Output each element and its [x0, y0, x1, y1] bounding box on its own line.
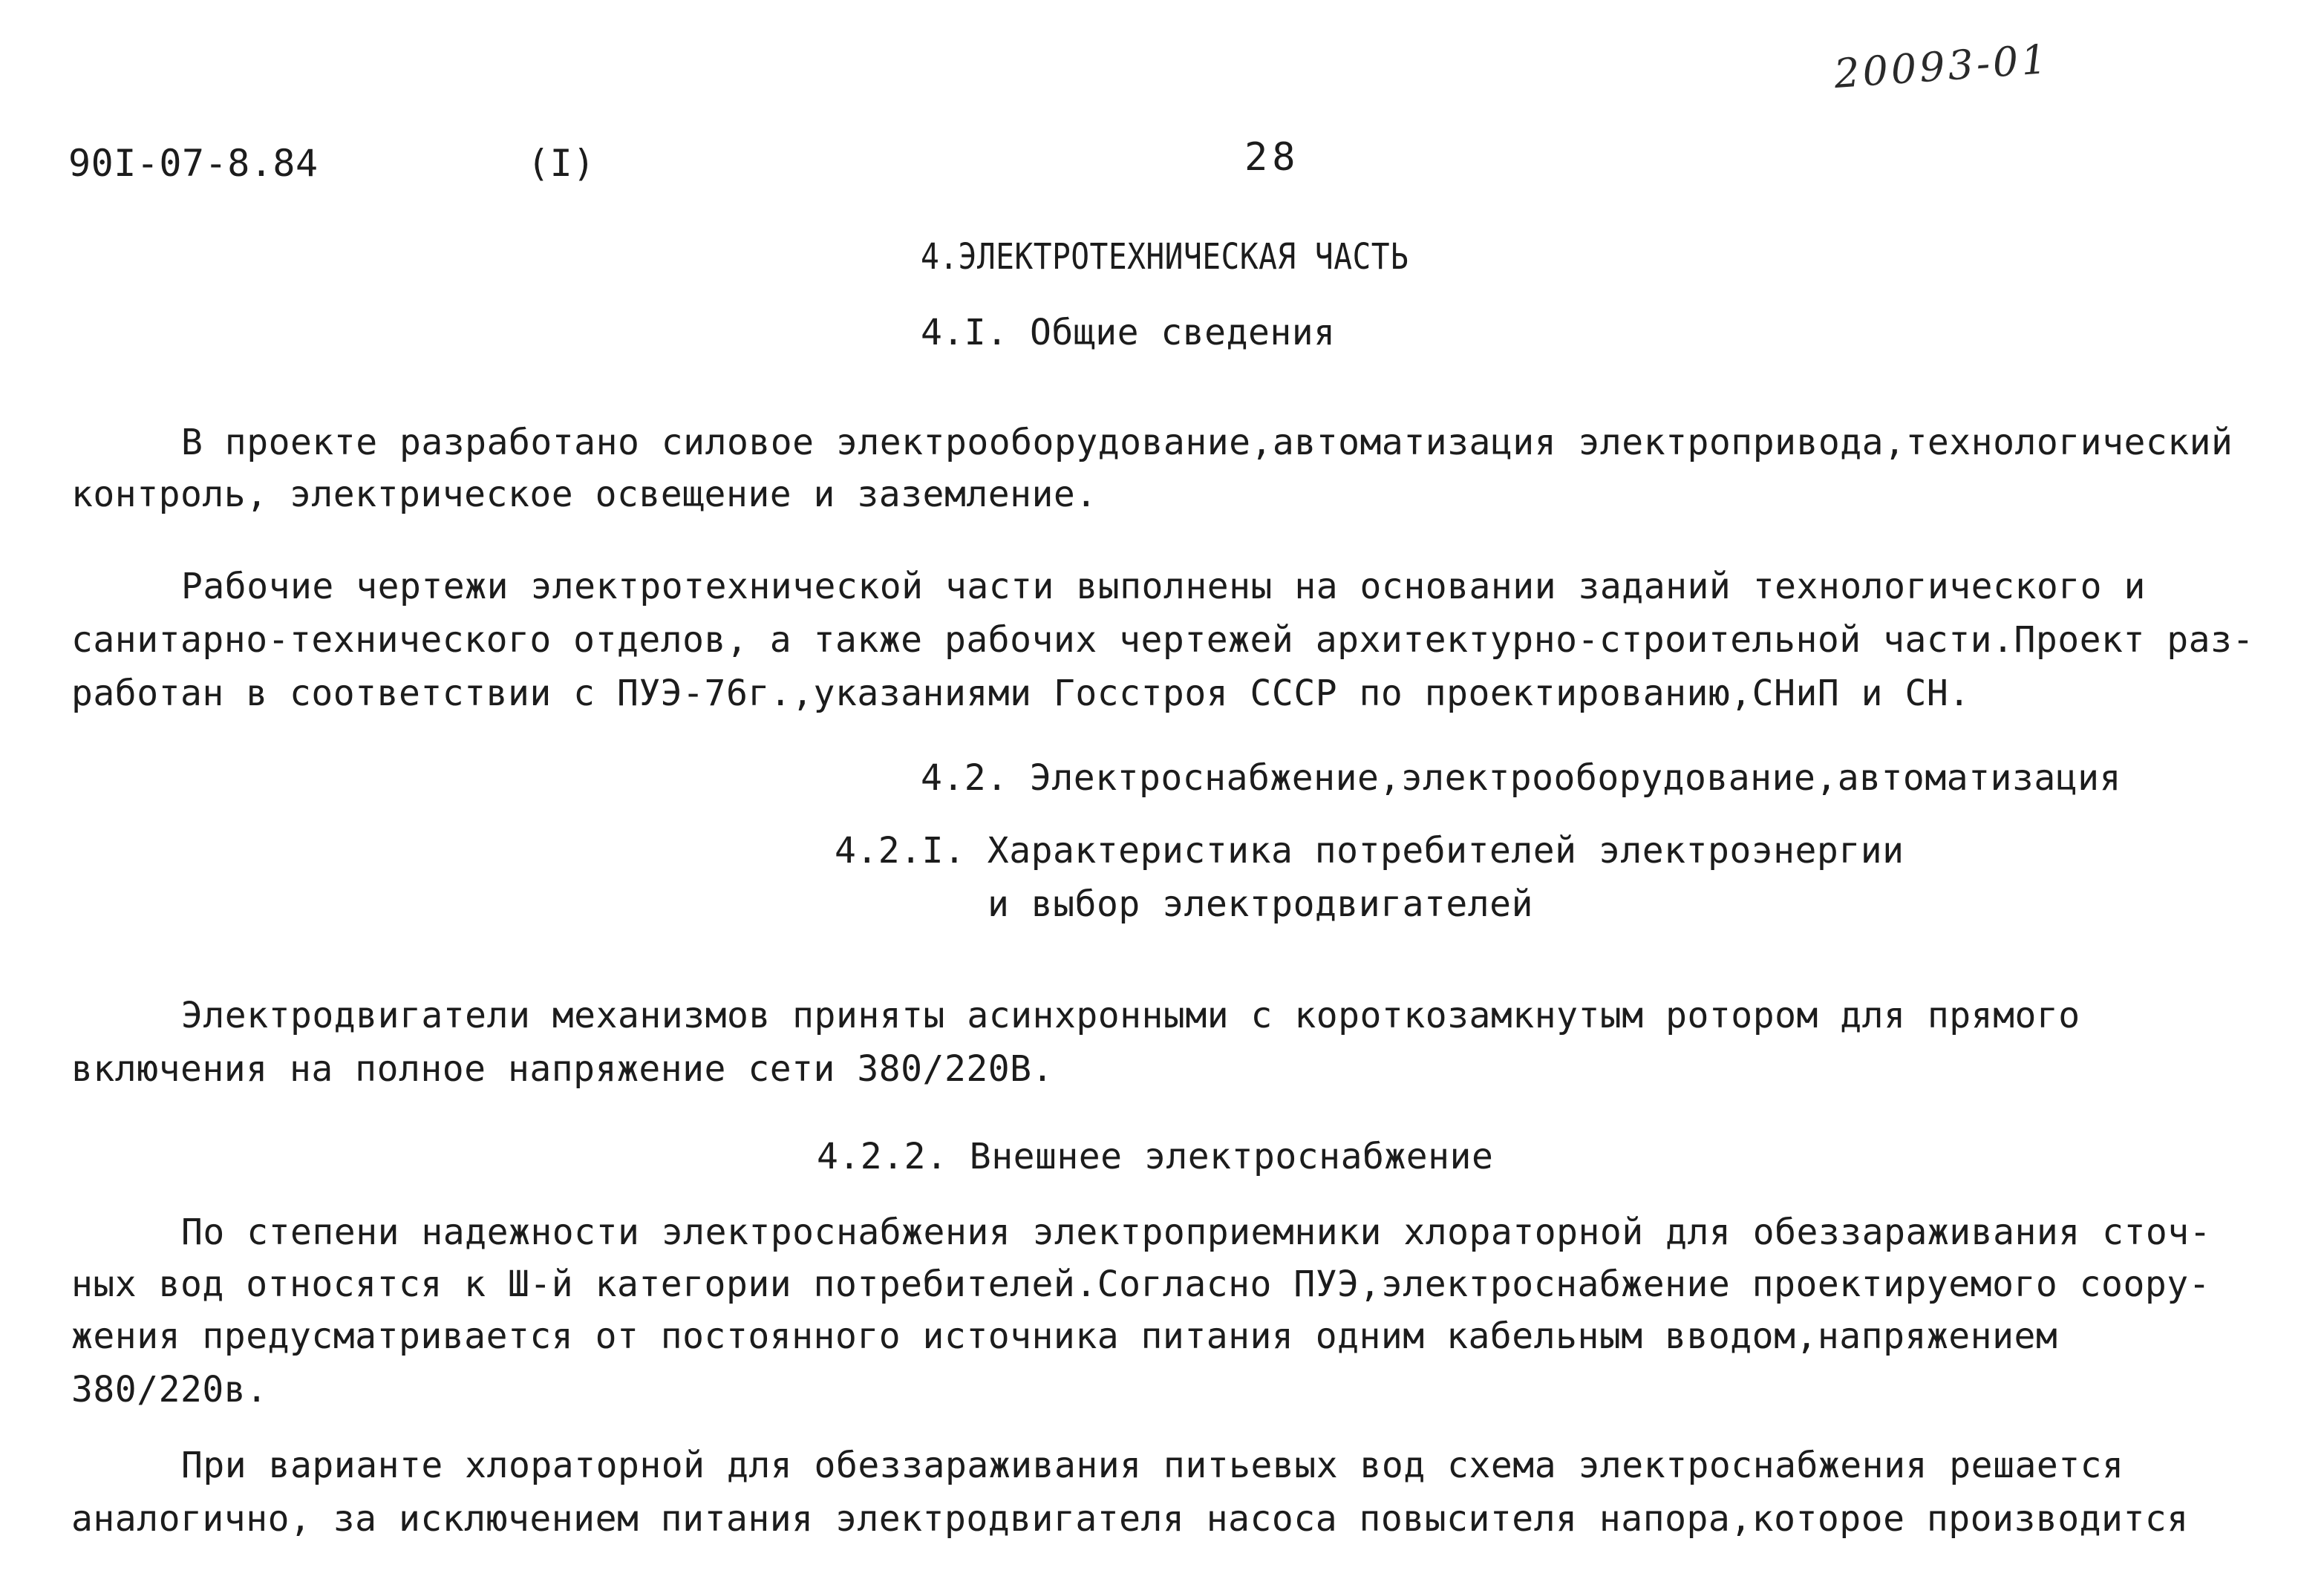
- paragraph-3-line-2: включения на полное напряжение сети 380/220В.: [71, 1048, 1054, 1090]
- section-4-title: 4.ЭЛЕКТРОТЕХНИЧЕСКАЯ ЧАСТЬ: [921, 236, 1409, 278]
- section-4-2-title: 4.2. Электроснабжение,электрооборудование,автоматизация: [921, 757, 2121, 799]
- section-4-1-title: 4.I. Общие сведения: [921, 312, 1336, 353]
- paragraph-1-line-1: В проекте разработано силовое электрооборудование,автоматизация электропривода,технологический: [181, 422, 2233, 463]
- handwritten-archive-code: 20093-01: [1832, 35, 2052, 98]
- paragraph-4-line-2: ных вод относятся к Ш-й категории потребителей.Согласно ПУЭ,электроснабжение проектируемого соору-: [71, 1263, 2211, 1305]
- section-4-2-1-title-line-2: и выбор электродвигателей: [988, 883, 1533, 925]
- paragraph-4-line-3: жения предусматривается от постоянного источника питания одним кабельным вводом,напряжением: [71, 1315, 2058, 1357]
- paragraph-5-line-1: При варианте хлораторной для обеззараживания питьевых вод схема электроснабжения решается: [181, 1445, 2124, 1486]
- paragraph-5-line-2: аналогично, за исключением питания электродвигателя насоса повысителя напора,которое производится: [71, 1498, 2189, 1540]
- section-4-2-2-title: 4.2.2. Внешнее электроснабжение: [817, 1136, 1494, 1177]
- paragraph-2-line-2: санитарно-технического отделов, а также рабочих чертежей архитектурно-строительной части.Проект раз-: [71, 619, 2254, 661]
- document-code: 90I-07-8.84: [68, 142, 319, 185]
- paragraph-1-line-2: контроль, электрическое освещение и заземление.: [71, 474, 1097, 515]
- paragraph-2-line-1: Рабочие чертежи электротехнической части выполнены на основании заданий технологического и: [181, 566, 2146, 607]
- paragraph-4-line-1: По степени надежности электроснабжения электроприемники хлораторной для обеззараживания сточ-: [181, 1212, 2212, 1253]
- paragraph-4-line-4: 380/220в.: [71, 1369, 268, 1410]
- paragraph-2-line-3: работан в соответствии с ПУЭ-76г.,указаниями Госстроя СССР по проектированию,СНиП и СН.: [71, 673, 1971, 714]
- paragraph-3-line-1: Электродвигатели механизмов приняты асинхронными с короткозамкнутым ротором для прямого: [181, 995, 2080, 1036]
- volume-number: (I): [527, 142, 595, 185]
- section-4-2-1-title-line-1: 4.2.I. Характеристика потребителей электроэнергии: [835, 830, 1904, 872]
- page-number: 28: [1244, 135, 1300, 180]
